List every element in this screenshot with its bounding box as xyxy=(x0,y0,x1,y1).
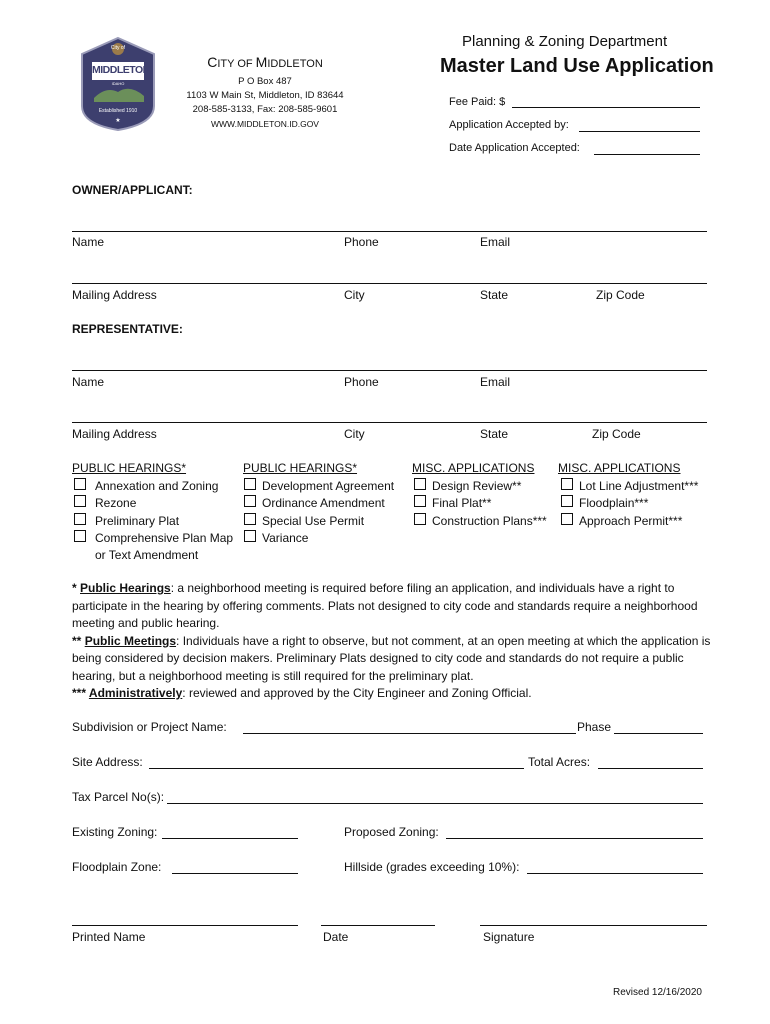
fee-paid-label: Fee Paid: $ xyxy=(449,96,506,108)
date-accepted-label: Date Application Accepted: xyxy=(449,142,580,154)
checkbox-design-review[interactable] xyxy=(414,478,426,490)
rep-zip-label: Zip Code xyxy=(592,427,641,441)
logo-established: Established 1910 xyxy=(98,108,138,114)
note-administratively xyxy=(72,685,712,703)
checkbox-annexation[interactable] xyxy=(74,478,86,490)
checkbox-floodplain[interactable] xyxy=(561,495,573,507)
col1-heading: PUBLIC HEARINGS* xyxy=(72,461,187,475)
checkbox-development-agreement[interactable] xyxy=(244,478,256,490)
total-acres-field[interactable] xyxy=(598,768,703,769)
printed-name-field[interactable] xyxy=(72,925,298,926)
label-annexation: Annexation and Zoning xyxy=(95,479,219,493)
owner-phone-label: Phone xyxy=(344,235,379,249)
printed-name-label: Printed Name xyxy=(72,930,146,944)
note1-prefix: * xyxy=(72,581,81,595)
rep-email-label: Email xyxy=(480,375,511,389)
col2-heading: PUBLIC HEARINGS* xyxy=(243,461,358,475)
signature-field[interactable] xyxy=(480,925,707,926)
owner-row1-field[interactable] xyxy=(72,231,707,232)
checkbox-construction-plans[interactable] xyxy=(414,513,426,525)
logo-star-icon: ★ xyxy=(115,118,121,124)
note1-label: Public Hearings xyxy=(80,581,171,595)
existing-zoning-field[interactable] xyxy=(162,838,298,839)
floodplain-zone-label: Floodplain Zone: xyxy=(72,860,162,874)
owner-row2-field[interactable] xyxy=(72,283,707,284)
city-title-m: M xyxy=(255,54,268,70)
signature-label: Signature xyxy=(483,930,535,944)
representative-heading: REPRESENTATIVE: xyxy=(72,322,183,336)
label-development-agreement: Development Agreement xyxy=(262,479,395,493)
rep-name-label: Name xyxy=(72,375,105,389)
proposed-zoning-field[interactable] xyxy=(446,838,703,839)
note-public-meetings xyxy=(72,633,712,686)
rep-mailing-label: Mailing Address xyxy=(72,427,157,441)
total-acres-label: Total Acres: xyxy=(528,755,591,769)
checkbox-ordinance-amendment[interactable] xyxy=(244,495,256,507)
city-po-box: P O Box 487 xyxy=(238,76,292,87)
note3-prefix: *** xyxy=(72,686,89,700)
city-title-iddleton: IDDLETON xyxy=(267,58,323,70)
date-accepted-field[interactable] xyxy=(594,154,700,155)
note3-label: Administratively xyxy=(88,686,183,700)
logo-state: IDAHO xyxy=(111,81,125,86)
accepted-by-label: Application Accepted by: xyxy=(449,119,569,131)
label-rezone: Rezone xyxy=(95,496,137,510)
label-lot-line-adjustment: Lot Line Adjustment*** xyxy=(579,479,699,493)
label-final-plat: Final Plat** xyxy=(432,496,492,510)
phase-field[interactable] xyxy=(614,733,703,734)
note2-text: : Individuals have a right to observe, but not comment, at an open meeting at which the application is being considered by decision makers. Preliminary Plats designed to city code and standards do not require a public hearing, but a neighborhood meeting is still required for the preliminary plat. xyxy=(72,633,711,683)
checkbox-lot-line-adjustment[interactable] xyxy=(561,478,573,490)
existing-zoning-label: Existing Zoning: xyxy=(72,825,158,839)
label-ordinance-amendment: Ordinance Amendment xyxy=(262,496,385,510)
city-title xyxy=(170,54,360,70)
form-title: Master Land Use Application xyxy=(440,55,714,77)
checkbox-preliminary-plat[interactable] xyxy=(74,513,86,525)
label-preliminary-plat: Preliminary Plat xyxy=(95,514,180,528)
checkbox-rezone[interactable] xyxy=(74,495,86,507)
label-construction-plans: Construction Plans*** xyxy=(432,514,547,528)
checkbox-final-plat[interactable] xyxy=(414,495,426,507)
city-address: 1103 W Main St, Middleton, ID 83644 xyxy=(186,90,344,101)
site-address-label: Site Address: xyxy=(72,755,143,769)
note1-text: : a neighborhood meeting is required before filing an application, and individuals have a right to participate in the hearing by offering comments. Plats not designed to city code and standards require a neighborhood meeting and public hearing. xyxy=(72,581,698,630)
city-title-c: C xyxy=(207,54,218,70)
hillside-label: Hillside (grades exceeding 10%): xyxy=(344,860,520,874)
rep-row1-field[interactable] xyxy=(72,370,707,371)
city-website[interactable]: WWW.MIDDLETON.ID.GOV xyxy=(211,119,319,129)
owner-zip-label: Zip Code xyxy=(596,288,645,302)
rep-row2-field[interactable] xyxy=(72,422,707,423)
rep-state-label: State xyxy=(480,427,509,441)
fee-paid-field[interactable] xyxy=(512,107,700,108)
rep-city-label: City xyxy=(344,427,365,441)
site-address-field[interactable] xyxy=(149,768,524,769)
logo-city-name: MIDDLETON xyxy=(92,64,150,76)
checkbox-approach-permit[interactable] xyxy=(561,513,573,525)
subdivision-field[interactable] xyxy=(243,733,576,734)
date-field[interactable] xyxy=(321,925,435,926)
label-variance: Variance xyxy=(262,531,309,545)
note2-prefix: ** xyxy=(72,633,85,648)
accepted-by-field[interactable] xyxy=(579,131,700,132)
logo-top-text: City of xyxy=(110,45,126,51)
checkbox-comprehensive-plan[interactable] xyxy=(74,530,86,542)
owner-heading: OWNER/APPLICANT: xyxy=(72,183,193,197)
city-phone: 208-585-3133, Fax: 208-585-9601 xyxy=(192,104,338,115)
label-approach-permit: Approach Permit*** xyxy=(579,514,683,528)
label-comprehensive-plan-cont: or Text Amendment xyxy=(95,548,199,562)
col3-heading: MISC. APPLICATIONS xyxy=(412,461,535,475)
checkbox-variance[interactable] xyxy=(244,530,256,542)
label-design-review: Design Review** xyxy=(432,479,522,493)
label-special-use-permit: Special Use Permit xyxy=(262,514,365,528)
owner-city-label: City xyxy=(344,288,365,302)
rep-phone-label: Phone xyxy=(344,375,379,389)
date-label: Date xyxy=(323,930,349,944)
owner-state-label: State xyxy=(480,288,509,302)
department-name: Planning & Zoning Department xyxy=(462,33,668,50)
checkbox-special-use-permit[interactable] xyxy=(244,513,256,525)
city-title-ity: ITY OF xyxy=(217,58,256,70)
floodplain-zone-field[interactable] xyxy=(172,873,298,874)
proposed-zoning-label: Proposed Zoning: xyxy=(344,825,439,839)
owner-name-label: Name xyxy=(72,235,105,249)
tax-parcel-field[interactable] xyxy=(167,803,703,804)
label-floodplain: Floodplain*** xyxy=(579,496,649,510)
note2-label: Public Meetings xyxy=(84,633,177,648)
owner-email-label: Email xyxy=(480,235,511,249)
col4-heading: MISC. APPLICATIONS xyxy=(558,461,681,475)
notes-block xyxy=(72,580,712,703)
tax-parcel-label: Tax Parcel No(s): xyxy=(72,790,165,804)
subdivision-label: Subdivision or Project Name: xyxy=(72,720,227,734)
note-public-hearings xyxy=(72,580,712,633)
phase-label: Phase xyxy=(577,720,612,734)
owner-mailing-label: Mailing Address xyxy=(72,288,157,302)
label-comprehensive-plan: Comprehensive Plan Map xyxy=(95,531,234,545)
revised-date: Revised 12/16/2020 xyxy=(613,987,702,998)
note3-text: : reviewed and approved by the City Engineer and Zoning Official. xyxy=(182,686,532,700)
city-logo xyxy=(78,36,158,132)
hillside-field[interactable] xyxy=(527,873,703,874)
